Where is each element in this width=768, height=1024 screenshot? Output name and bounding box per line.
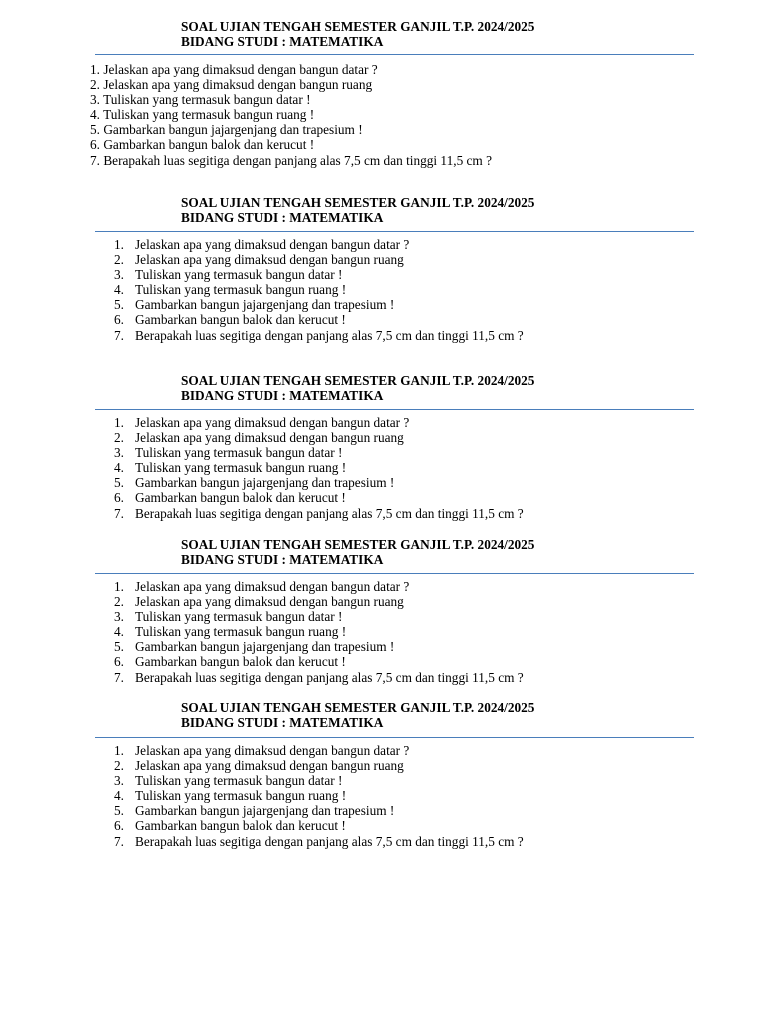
question-text: Jelaskan apa yang dimaksud dengan bangun ruang [135,430,404,446]
question-number: 2. [90,77,100,93]
question-text: Gambarkan bangun jajargenjang dan trapesium ! [135,297,395,313]
question-text: Jelaskan apa yang dimaksud dengan bangun datar ? [103,62,378,77]
question-text: Gambarkan bangun jajargenjang dan trapesium ! [135,639,395,655]
question-number: 2. [114,252,124,268]
question-number: 2. [114,430,124,446]
question-text: Tuliskan yang termasuk bangun datar ! [135,609,343,625]
question-item [90,137,492,152]
exam-title: SOAL UJIAN TENGAH SEMESTER GANJIL T.P. 2024/2025 [181,537,535,552]
subject-line: BIDANG STUDI : MATEMATIKA [181,210,384,225]
question-text: Berapakah luas segitiga dengan panjang alas 7,5 cm dan tinggi 11,5 cm ? [135,327,524,343]
question-number: 5. [114,475,124,491]
question-text: Gambarkan bangun balok dan kerucut ! [135,818,346,834]
question-number: 5. [114,803,124,819]
question-number: 7. [114,505,124,521]
question-number: 3. [114,445,124,461]
question-text: Tuliskan yang termasuk bangun datar ! [135,267,343,283]
subject-line: BIDANG STUDI : MATEMATIKA [181,388,384,403]
question-number: 6. [114,312,124,328]
exam-title: SOAL UJIAN TENGAH SEMESTER GANJIL T.P. 2024/2025 [181,19,535,34]
question-text: Tuliskan yang termasuk bangun ruang ! [103,107,315,123]
question-number: 6. [114,654,124,670]
question-text: Jelaskan apa yang dimaksud dengan bangun datar ? [135,415,410,430]
header-rule [95,54,694,55]
subject-line: BIDANG STUDI : MATEMATIKA [181,34,384,49]
question-item [90,107,492,122]
question-number: 1. [114,579,124,594]
question-text: Jelaskan apa yang dimaksud dengan bangun datar ? [135,237,410,252]
question-number: 5. [114,297,124,313]
question-number: 2. [114,594,124,610]
question-text: Gambarkan bangun jajargenjang dan trapesium ! [135,803,395,819]
question-number: 3. [114,609,124,625]
question-number: 4. [114,282,124,298]
question-number: 5. [90,122,100,138]
question-number: 3. [114,267,124,283]
question-number: 6. [90,137,100,153]
question-number: 7. [114,833,124,849]
question-text: Gambarkan bangun balok dan kerucut ! [103,137,315,153]
question-text: Tuliskan yang termasuk bangun ruang ! [135,460,347,476]
question-number: 7. [114,669,124,685]
header-rule [95,573,694,574]
question-text: Tuliskan yang termasuk bangun ruang ! [135,788,347,804]
question-text: Jelaskan apa yang dimaksud dengan bangun datar ? [135,579,410,594]
question-text: Tuliskan yang termasuk bangun datar ! [103,92,311,108]
question-number: 3. [114,773,124,789]
question-number: 4. [114,624,124,640]
question-number: 7. [90,152,100,168]
header-rule [95,737,694,738]
exam-title: SOAL UJIAN TENGAH SEMESTER GANJIL T.P. 2024/2025 [181,700,535,715]
question-text: Tuliskan yang termasuk bangun ruang ! [135,282,347,298]
exam-title: SOAL UJIAN TENGAH SEMESTER GANJIL T.P. 2024/2025 [181,195,535,210]
question-number: 1. [114,743,124,758]
question-text: Tuliskan yang termasuk bangun datar ! [135,445,343,461]
question-number: 4. [114,788,124,804]
question-text: Berapakah luas segitiga dengan panjang alas 7,5 cm dan tinggi 11,5 cm ? [135,669,524,685]
subject-line: BIDANG STUDI : MATEMATIKA [181,552,384,567]
question-item [90,62,492,77]
question-text: Berapakah luas segitiga dengan panjang alas 7,5 cm dan tinggi 11,5 cm ? [103,152,493,168]
question-item [90,92,492,107]
question-text: Jelaskan apa yang dimaksud dengan bangun ruang [135,252,404,268]
question-number: 5. [114,639,124,655]
question-number: 4. [114,460,124,476]
question-text: Gambarkan bangun balok dan kerucut ! [135,312,346,328]
question-text: Jelaskan apa yang dimaksud dengan bangun ruang [135,594,404,610]
question-item [90,77,492,92]
question-text: Berapakah luas segitiga dengan panjang alas 7,5 cm dan tinggi 11,5 cm ? [135,505,524,521]
exam-title: SOAL UJIAN TENGAH SEMESTER GANJIL T.P. 2024/2025 [181,373,535,388]
header-rule [95,231,694,232]
question-number: 7. [114,327,124,343]
question-number: 1. [114,415,124,430]
question-item [90,122,492,137]
question-list [90,62,492,168]
question-text: Jelaskan apa yang dimaksud dengan bangun ruang [103,77,373,93]
question-text: Tuliskan yang termasuk bangun datar ! [135,773,343,789]
question-number: 3. [90,92,100,108]
question-text: Jelaskan apa yang dimaksud dengan bangun datar ? [135,743,410,758]
question-text: Gambarkan bangun balok dan kerucut ! [135,490,346,506]
question-number: 1. [114,237,124,252]
question-text: Berapakah luas segitiga dengan panjang alas 7,5 cm dan tinggi 11,5 cm ? [135,833,524,849]
question-number: 1. [90,62,100,77]
question-number: 6. [114,818,124,834]
question-item [90,153,492,168]
question-text: Gambarkan bangun jajargenjang dan trapesium ! [103,122,363,138]
subject-line: BIDANG STUDI : MATEMATIKA [181,715,384,730]
question-number: 2. [114,758,124,774]
question-text: Tuliskan yang termasuk bangun ruang ! [135,624,347,640]
question-text: Gambarkan bangun jajargenjang dan trapesium ! [135,475,395,491]
question-text: Gambarkan bangun balok dan kerucut ! [135,654,346,670]
question-text: Jelaskan apa yang dimaksud dengan bangun ruang [135,758,404,774]
header-rule [95,409,694,410]
question-number: 4. [90,107,100,123]
question-number: 6. [114,490,124,506]
